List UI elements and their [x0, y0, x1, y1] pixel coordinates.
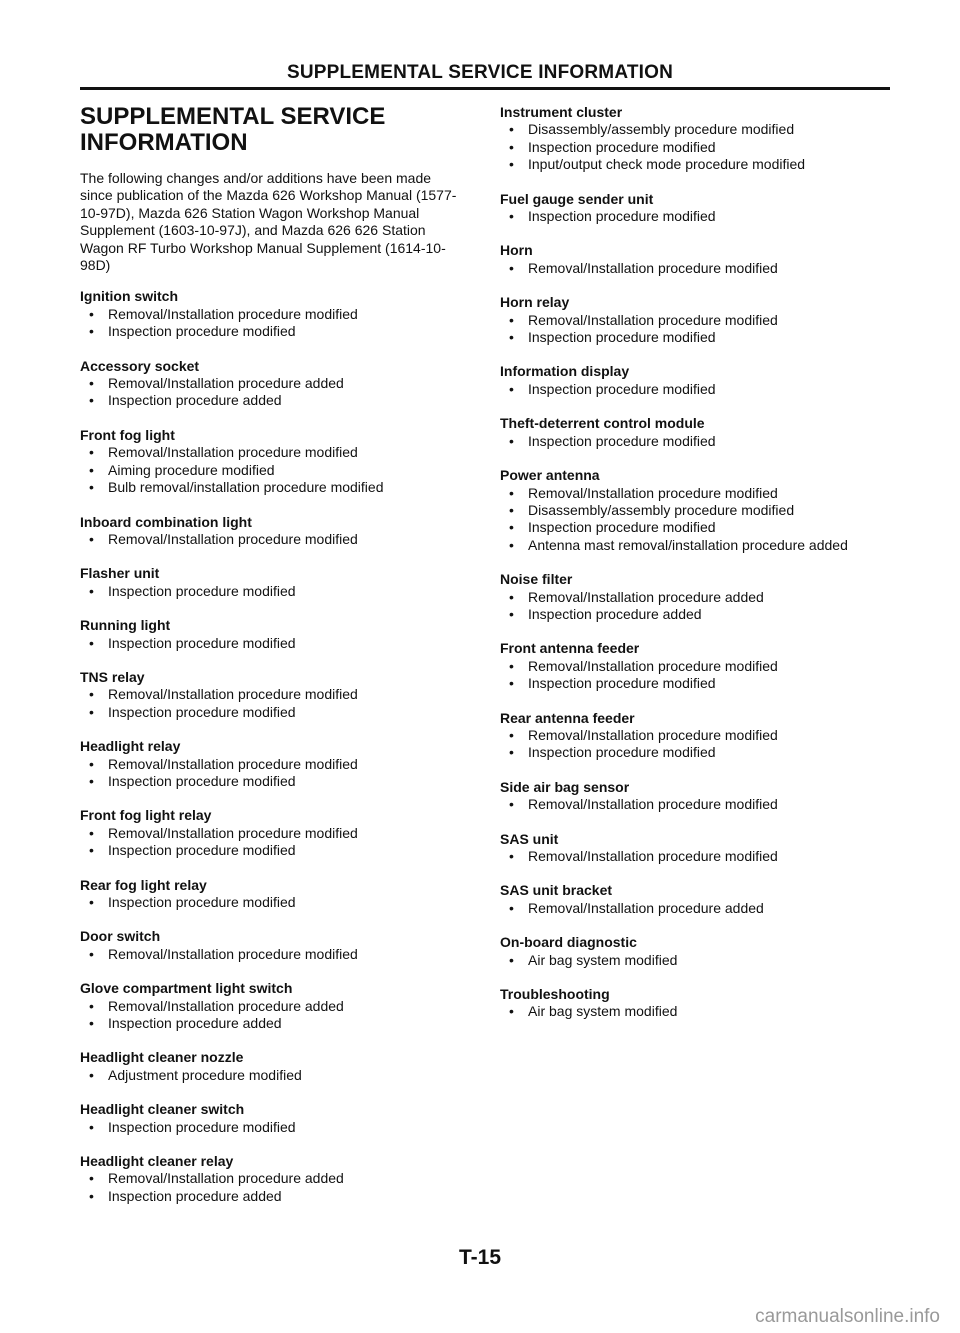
bullet-item: • Inspection procedure added — [80, 392, 460, 409]
section — [500, 191, 900, 226]
bullet-item: • Adjustment procedure modified — [80, 1067, 460, 1084]
section-title: Horn relay — [500, 294, 570, 311]
bullet-item: • Inspection procedure modified — [500, 744, 900, 761]
bullet-list — [500, 121, 900, 173]
section — [500, 831, 900, 866]
section-title: Information display — [500, 363, 630, 380]
bullet-list — [500, 312, 900, 347]
section — [80, 1153, 460, 1205]
bullet-list — [500, 433, 900, 450]
section — [500, 882, 900, 917]
bullet-item: • Inspection procedure modified — [80, 773, 460, 790]
bullet-item: • Inspection procedure modified — [80, 323, 460, 340]
section-title: Door switch — [80, 928, 161, 945]
section-title: Headlight cleaner switch — [80, 1101, 245, 1118]
section-title: Running light — [80, 617, 171, 634]
section-title: SAS unit — [500, 830, 559, 847]
section-title: Theft-deterrent control module — [500, 415, 705, 432]
section — [500, 640, 900, 692]
section-title: Headlight relay — [80, 738, 181, 755]
section — [500, 415, 900, 450]
section-title: Headlight cleaner nozzle — [80, 1049, 244, 1066]
section — [500, 363, 900, 398]
section — [500, 986, 900, 1021]
section-title: Rear antenna feeder — [500, 709, 635, 726]
bullet-item: • Inspection procedure added — [80, 1015, 460, 1032]
bullet-list — [80, 1067, 460, 1084]
section-title: Fuel gauge sender unit — [500, 190, 654, 207]
section — [80, 807, 460, 859]
bullet-item: • Removal/Installation procedure modified — [80, 306, 460, 323]
bullet-item: • Inspection procedure modified — [80, 894, 460, 911]
section — [80, 877, 460, 912]
bullet-list — [500, 796, 900, 813]
bullet-item: • Inspection procedure modified — [80, 635, 460, 652]
bullet-item: • Antenna mast removal/installation procedure added — [500, 537, 900, 554]
section — [80, 427, 460, 497]
section-title: Front fog light relay — [80, 807, 212, 824]
bullet-item: • Removal/Installation procedure added — [80, 375, 460, 392]
bullet-list — [500, 900, 900, 917]
bullet-item: • Inspection procedure modified — [500, 675, 900, 692]
section-title: Instrument cluster — [500, 104, 623, 120]
section — [80, 514, 460, 549]
bullet-item: • Removal/Installation procedure added — [80, 1170, 460, 1187]
bullet-list — [80, 825, 460, 860]
bullet-item: • Inspection procedure modified — [500, 208, 900, 225]
bullet-list — [80, 686, 460, 721]
bullet-item: • Removal/Installation procedure modified — [500, 260, 900, 277]
section — [80, 980, 460, 1032]
bullet-list — [80, 1170, 460, 1205]
section — [80, 928, 460, 963]
bullet-list — [500, 658, 900, 693]
section — [80, 1049, 460, 1084]
bullet-list — [80, 444, 460, 496]
section-title: TNS relay — [80, 668, 145, 685]
section-title: Flasher unit — [80, 565, 160, 582]
bullet-item: • Inspection procedure modified — [80, 583, 460, 600]
bullet-item: • Removal/Installation procedure added — [500, 900, 900, 917]
page-number: T-15 — [458, 1246, 502, 1269]
section — [500, 242, 900, 277]
bullet-item: • Removal/Installation procedure added — [80, 998, 460, 1015]
section — [500, 571, 900, 623]
bullet-list — [80, 375, 460, 410]
bullet-list — [500, 1003, 900, 1020]
section — [80, 669, 460, 721]
section-title: On-board diagnostic — [500, 934, 637, 951]
bullet-list — [80, 1119, 460, 1136]
section — [80, 738, 460, 790]
section — [500, 779, 900, 814]
bullet-list — [500, 208, 900, 225]
bullet-list — [500, 952, 900, 969]
bullet-item: • Removal/Installation procedure modified — [500, 848, 900, 865]
section — [500, 104, 900, 174]
bullet-item: • Removal/Installation procedure added — [500, 589, 900, 606]
left-column — [80, 104, 460, 1222]
watermark: carmanualsonline.info — [755, 1306, 940, 1327]
bullet-item: • Aiming procedure modified — [80, 462, 460, 479]
section-title: Glove compartment light switch — [80, 980, 293, 997]
bullet-item: • Inspection procedure modified — [500, 139, 900, 156]
bullet-list — [80, 306, 460, 341]
bullet-list — [500, 485, 900, 555]
section — [500, 467, 900, 554]
section-title: Power antenna — [500, 467, 600, 484]
section-title: Noise filter — [500, 571, 573, 588]
bullet-item: • Inspection procedure modified — [80, 842, 460, 859]
page-header-title: SUPPLEMENTAL SERVICE INFORMATION — [286, 62, 674, 83]
left-section-list — [80, 288, 460, 1205]
section-title: Front fog light — [80, 426, 175, 443]
bullet-item: • Removal/Installation procedure modified — [500, 796, 900, 813]
bullet-item: • Inspection procedure modified — [500, 433, 900, 450]
bullet-list — [500, 848, 900, 865]
header-rule — [80, 87, 890, 90]
bullet-item: • Bulb removal/installation procedure modified — [80, 479, 460, 496]
bullet-list — [80, 998, 460, 1033]
bullet-item: • Inspection procedure modified — [500, 381, 900, 398]
section — [500, 710, 900, 762]
intro-paragraph: The following changes and/or additions have been made since publication of the Mazda 626 Workshop Manual (1577-10-97D), Mazda 626 Station Wagon Workshop Manual Supplement (1603-10-97J), and Mazda 626 626 Station Wagon RF Turbo Workshop Manual Supplement (1614-10-98D) — [80, 170, 457, 274]
section — [80, 617, 460, 652]
section-title: Inboard combination light — [80, 513, 252, 530]
section-title: Front antenna feeder — [500, 640, 640, 657]
bullet-item: • Removal/Installation procedure modified — [80, 946, 460, 963]
document-title: SUPPLEMENTAL SERVICE INFORMATION — [80, 103, 386, 156]
bullet-item: • Removal/Installation procedure modified — [500, 727, 900, 744]
section-title: SAS unit bracket — [500, 882, 613, 899]
bullet-list — [80, 756, 460, 791]
bullet-list — [500, 260, 900, 277]
bullet-list — [80, 583, 460, 600]
bullet-list — [80, 531, 460, 548]
bullet-item: • Removal/Installation procedure modified — [80, 531, 460, 548]
bullet-list — [80, 946, 460, 963]
section — [80, 1101, 460, 1136]
section-title: Ignition switch — [80, 288, 178, 305]
section — [500, 934, 900, 969]
bullet-item: • Removal/Installation procedure modified — [80, 686, 460, 703]
bullet-item: • Removal/Installation procedure modified — [80, 825, 460, 842]
bullet-item: • Air bag system modified — [500, 1003, 900, 1020]
bullet-item: • Removal/Installation procedure modified — [80, 756, 460, 773]
bullet-item: • Disassembly/assembly procedure modified — [500, 502, 900, 519]
bullet-item: • Air bag system modified — [500, 952, 900, 969]
section-title: Rear fog light relay — [80, 876, 207, 893]
bullet-item: • Removal/Installation procedure modified — [500, 485, 900, 502]
bullet-list — [80, 635, 460, 652]
bullet-list — [500, 381, 900, 398]
section — [80, 358, 460, 410]
bullet-item: • Inspection procedure modified — [500, 519, 900, 536]
bullet-list — [80, 894, 460, 911]
bullet-item: • Removal/Installation procedure modified — [500, 658, 900, 675]
bullet-item: • Input/output check mode procedure modified — [500, 156, 900, 173]
section — [80, 288, 460, 340]
right-column — [500, 104, 900, 1038]
bullet-item: • Removal/Installation procedure modified — [80, 444, 460, 461]
bullet-item: • Inspection procedure modified — [500, 329, 900, 346]
right-section-list — [500, 104, 900, 1021]
section-title: Troubleshooting — [500, 986, 610, 1003]
bullet-list — [500, 589, 900, 624]
section-title: Headlight cleaner relay — [80, 1153, 234, 1170]
bullet-item: • Inspection procedure added — [80, 1188, 460, 1205]
section-title: Accessory socket — [80, 357, 200, 374]
section-title: Side air bag sensor — [500, 778, 630, 795]
bullet-item: • Removal/Installation procedure modified — [500, 312, 900, 329]
bullet-item: • Inspection procedure modified — [80, 1119, 460, 1136]
section — [80, 565, 460, 600]
bullet-item: • Inspection procedure modified — [80, 704, 460, 721]
bullet-item: • Disassembly/assembly procedure modified — [500, 121, 900, 138]
bullet-item: • Inspection procedure added — [500, 606, 900, 623]
section-title: Horn — [500, 242, 533, 259]
section — [500, 294, 900, 346]
bullet-list — [500, 727, 900, 762]
